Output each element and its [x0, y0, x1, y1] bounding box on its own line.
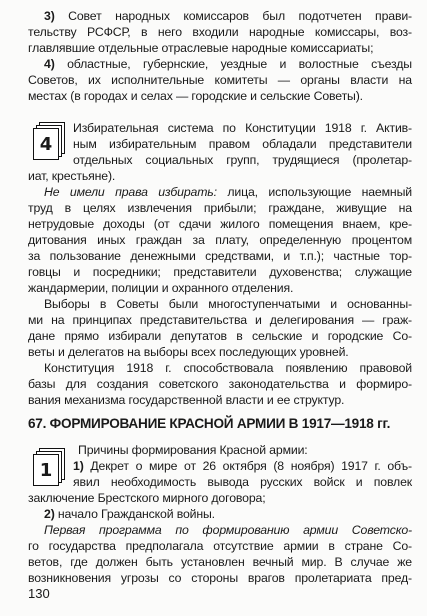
list-marker: 4)	[44, 57, 55, 71]
text-line: 3) Совет народных комиссаров был подотчетен прави-	[44, 9, 412, 23]
text-line: отдельных социальных групп, трудящиеся (пролетар-	[73, 153, 412, 167]
section-number: 4	[33, 128, 59, 160]
text-line: Выборы в Советы были многоступенчатыми и основанны-	[44, 297, 412, 311]
text-line: нетрудовые доходы (от сдачи жилого помещения внаем, кре-	[28, 217, 412, 231]
section-number-icon	[33, 448, 67, 484]
text-line: говцы и посредники; представители духовенства; служащие	[28, 265, 412, 279]
text-line: базы для создания советского законодательства и формиро-	[28, 377, 412, 391]
text-line: Избирательная система по Конституции 1918 г. Актив-	[73, 121, 412, 135]
section-number-icon	[33, 122, 67, 158]
text-line: явил необходимость вывода русских войск и повлек	[73, 475, 412, 489]
text-line: 4) областные, губернские, уездные и волостные съезды	[44, 57, 412, 71]
text-line: заключение Брестского мирного договора;	[28, 491, 266, 505]
text-line: местах (в городах и селах — городские и сельские Советы).	[28, 89, 363, 103]
italic-phrase: Не имели права избирать:	[44, 185, 217, 199]
list-marker: 1)	[73, 459, 84, 473]
page-number: 130	[28, 586, 50, 601]
text-line: Первая программа по формированию армии Советско-	[44, 523, 412, 537]
section-number: 1	[33, 454, 59, 486]
text-line: веты и делегатов на выборы всех последующих уровней.	[28, 345, 349, 359]
text-line: ным избирательным правом обладали представители	[73, 137, 412, 151]
text-line: Конституция 1918 г. способствовала появлению правовой	[44, 361, 412, 375]
text-line: труд в целях извлечения прибыли; граждане, живущие на	[28, 201, 412, 215]
text-line: главлявшие отдельные отраслевые народные комиссариаты;	[28, 41, 374, 55]
text-line: за пользование денежными средствами, и т.п.); частные тор-	[28, 249, 412, 263]
text-line: Причины формирования Красной армии:	[78, 443, 308, 457]
text-line: 2) начало Гражданской войны.	[44, 507, 215, 521]
text-line: го государства предполагала отсутствие армии в стране Со-	[28, 539, 412, 553]
text-line: дане прямо избирали депутатов в сельские и городские Со-	[28, 329, 412, 343]
text-line: тельству РСФСР, в него входили народные комиссары, воз-	[28, 25, 412, 39]
text-line: возникновения угрозы со стороны врагов пролетариата пред-	[28, 571, 412, 585]
text-line: Советов, их исполнительные комитеты — органы власти на	[28, 73, 412, 87]
text-line: вания механизма государственной власти и ее структур.	[28, 393, 345, 407]
text-line: жандармерии, полиции и охранного отделения.	[28, 281, 294, 295]
list-marker: 2)	[44, 507, 55, 521]
text-line: дитования иных граждан за плату, определенную процентом	[28, 233, 412, 247]
text-line: 1) Декрет о мире от 26 октября (8 ноября) 1917 г. объ-	[73, 459, 412, 473]
text-line: иат, крестьяне).	[28, 169, 116, 183]
section-heading: 67. ФОРМИРОВАНИЕ КРАСНОЙ АРМИИ В 1917—1918 гг.	[28, 416, 391, 431]
list-marker: 3)	[44, 9, 55, 23]
text-line: Не имели права избирать: лица, использующие наемный	[44, 185, 412, 199]
text-line: ми на принципах представительства и делегирования — граж-	[28, 313, 412, 327]
text-line: ветов, где должен быть установлен вечный мир. В случае же	[28, 555, 412, 569]
